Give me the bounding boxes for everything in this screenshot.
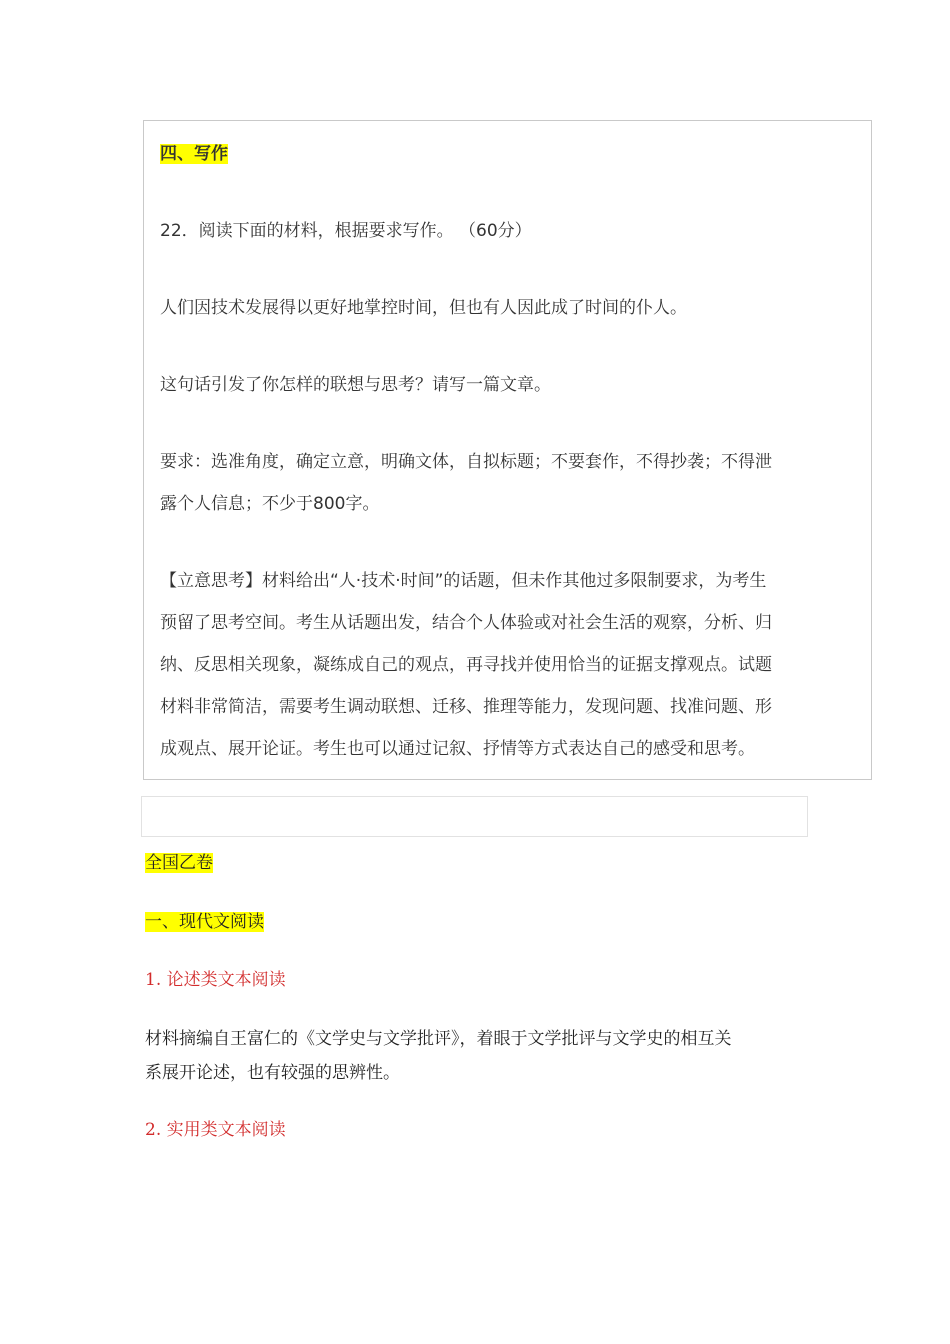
prompt-line: 这句话引发了你怎样的联想与思考？请写一篇文章。 [160,375,551,395]
part-heading [145,907,264,932]
item2-heading: 2. 实用类文本阅读 [145,1120,286,1140]
requirement-line-2: 露个人信息；不少于800字。 [160,494,380,514]
writing-heading [160,139,228,164]
empty-placeholder-box [141,796,808,837]
item1-desc-line-1: 材料摘编自王富仁的《文学史与文学批评》，着眼于文学批评与文学史的相互关 [145,1029,732,1049]
question-line: 22．阅读下面的材料，根据要求写作。 （60分） [160,221,532,241]
item1-heading: 1. 论述类文本阅读 [145,970,286,990]
analysis-line-5: 成观点、展开论证。考生也可以通过记叙、抒情等方式表达自己的感受和思考。 [160,739,755,759]
material-line: 人们因技术发展得以更好地掌控时间，但也有人因此成了时间的仆人。 [160,298,687,318]
analysis-line-4: 材料非常简洁，需要考生调动联想、迁移、推理等能力，发现问题、找准问题、形 [160,697,772,717]
writing-section-box [143,120,872,780]
exam-title [145,848,213,873]
exam-title-text: 全国乙卷 [145,853,213,873]
item1-desc-line-2: 系展开论述，也有较强的思辨性。 [145,1063,400,1083]
writing-heading-text: 四、写作 [160,144,228,164]
requirement-line-1: 要求：选准角度，确定立意，明确文体，自拟标题；不要套作，不得抄袭；不得泄 [160,452,772,472]
analysis-line-1: 【立意思考】材料给出“人·技术·时间”的话题，但未作其他过多限制要求，为考生 [160,571,767,591]
analysis-line-3: 纳、反思相关现象，凝练成自己的观点，再寻找并使用恰当的证据支撑观点。试题 [160,655,772,675]
analysis-line-2: 预留了思考空间。考生从话题出发，结合个人体验或对社会生活的观察，分析、归 [160,613,772,633]
part-heading-text: 一、现代文阅读 [145,912,264,932]
